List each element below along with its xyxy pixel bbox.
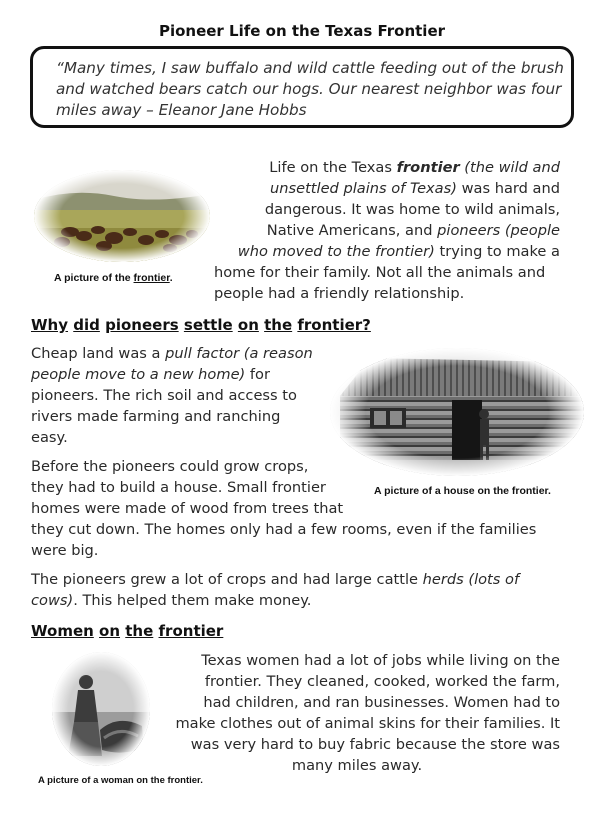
intro-paragraph [214, 157, 560, 304]
women-line-6: many miles away. [291, 757, 423, 774]
term-pull-factor: pull factor (a reason [165, 345, 313, 362]
page-title: Pioneer Life on the Texas Frontier [158, 22, 446, 40]
house-line-1: Before the pioneers could grow crops, [31, 458, 309, 475]
intro-line-5: who moved to the frontier) trying to make a [237, 243, 560, 260]
intro-line-1: Life on the Texas frontier (the wild and [269, 159, 560, 176]
women-line-1: Texas women had a lot of jobs while living on the [201, 652, 560, 669]
women-line-3: had children, and ran businesses. Women had to [203, 694, 560, 711]
house-line-2: they had to build a house. Small frontier [31, 479, 326, 496]
pull-line-2: people move to a new home) for [31, 366, 270, 383]
woman-photo-caption: A picture of a woman on the frontier. [38, 775, 203, 786]
women-line-2: frontier. They cleaned, cooked, worked the farm, [204, 673, 560, 690]
quote-text: “Many times, I saw buffalo and wild cattle feeding out of the brush and watched bears catch our hogs. Our nearest neighbor was four miles away – Eleanor Jane Hobbs [56, 59, 564, 119]
pull-factor-paragraph [31, 343, 349, 448]
house-photo-caption: A picture of a house on the frontier. [374, 485, 551, 497]
section-heading-why-settle: Why did pioneers settle on the frontier? [31, 316, 371, 334]
crops-paragraph [31, 569, 519, 611]
house-paragraph [31, 456, 536, 561]
crops-line-2: cows). This helped them make money. [31, 592, 312, 609]
pull-line-5: easy. [31, 429, 68, 446]
term-pioneers: pioneers [437, 222, 501, 239]
intro-line-4: Native Americans, and pioneers (people [266, 222, 560, 239]
pull-line-4: rivers made farming and ranching [31, 408, 281, 425]
woman-photo [52, 652, 150, 766]
intro-line-3: dangerous. It was home to wild animals, [264, 201, 560, 218]
women-line-4: make clothes out of animal skins for their families. It [175, 715, 560, 732]
term-herds: herds (lots of [422, 571, 520, 588]
house-line-3: homes were made of wood from trees that [31, 500, 344, 517]
intro-line-7: people had a friendly relationship. [214, 285, 465, 302]
intro-line-6: home for their family. Not all the animals and [214, 264, 546, 281]
intro-line-2: unsettled plains of Texas) was hard and [269, 180, 560, 197]
section-heading-women: Women on the frontier [31, 622, 224, 640]
pull-line-3: pioneers. The rich soil and access to [31, 387, 297, 404]
frontier-caption-link: frontier [133, 272, 170, 284]
frontier-photo [34, 170, 210, 262]
house-line-4: they cut down. The homes only had a few rooms, even if the families [31, 521, 537, 538]
crops-line-1: The pioneers grew a lot of crops and had large cattle herds (lots of [31, 571, 520, 588]
women-paragraph [154, 650, 560, 776]
pull-line-1: Cheap land was a pull factor (a reason [31, 345, 313, 362]
term-frontier: frontier [396, 159, 460, 176]
frontier-photo-caption: A picture of the frontier. [54, 272, 173, 284]
women-line-5: was very hard to buy fabric because the store was [190, 736, 560, 753]
house-line-5: were big. [31, 542, 99, 559]
